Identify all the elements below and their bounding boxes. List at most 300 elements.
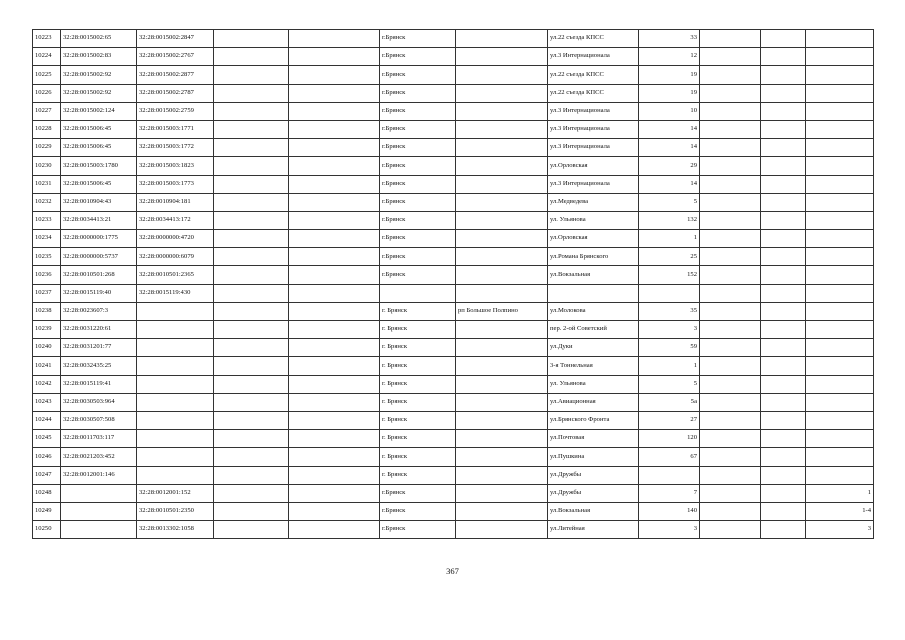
- table-cell: 7: [639, 484, 700, 502]
- table-cell: ул.Вокзальная: [548, 266, 639, 284]
- table-cell: г.Брянск: [380, 484, 456, 502]
- table-cell: [289, 321, 380, 339]
- table-cell: [761, 248, 806, 266]
- table-cell: [214, 175, 289, 193]
- table-cell: [137, 375, 214, 393]
- table-cell: 3-я Тоннельная: [548, 357, 639, 375]
- table-cell: [700, 393, 761, 411]
- table-cell: г. Брянск: [380, 357, 456, 375]
- table-cell: [806, 66, 874, 84]
- table-cell: [761, 484, 806, 502]
- table-cell: 5: [639, 193, 700, 211]
- table-cell: [289, 175, 380, 193]
- table-cell: [806, 102, 874, 120]
- table-cell: г.Брянск: [380, 66, 456, 84]
- table-cell: 1: [639, 357, 700, 375]
- table-cell: [214, 448, 289, 466]
- table-cell: [700, 120, 761, 138]
- table-cell: [456, 84, 548, 102]
- table-cell: [806, 375, 874, 393]
- table-row: [33, 248, 874, 266]
- table-row: [33, 339, 874, 357]
- table-cell: [761, 430, 806, 448]
- table-cell: [761, 375, 806, 393]
- table-cell: 10233: [33, 211, 61, 229]
- table-row: [33, 266, 874, 284]
- table-cell: ул.3 Интернационала: [548, 139, 639, 157]
- table-cell: 32:28:0015002:2877: [137, 66, 214, 84]
- table-cell: г. Брянск: [380, 321, 456, 339]
- table-cell: [456, 393, 548, 411]
- table-cell: 32:28:0034413:21: [61, 211, 137, 229]
- table-cell: [761, 466, 806, 484]
- table-cell: 1: [639, 230, 700, 248]
- table-cell: [137, 466, 214, 484]
- table-row: [33, 393, 874, 411]
- table-cell: 32:28:0015003:1773: [137, 175, 214, 193]
- table-cell: 10227: [33, 102, 61, 120]
- table-cell: [137, 393, 214, 411]
- table-cell: г. Брянск: [380, 302, 456, 320]
- table-cell: г.Брянск: [380, 102, 456, 120]
- table-cell: [456, 321, 548, 339]
- table-cell: [456, 211, 548, 229]
- table-cell: [214, 321, 289, 339]
- table-cell: 32:28:0011703:117: [61, 430, 137, 448]
- table-cell: [806, 411, 874, 429]
- table-cell: 14: [639, 120, 700, 138]
- table-cell: [700, 211, 761, 229]
- table-cell: [289, 339, 380, 357]
- table-cell: г.Брянск: [380, 502, 456, 520]
- table-cell: [456, 193, 548, 211]
- table-cell: [761, 411, 806, 429]
- table-cell: 32:28:0015006:45: [61, 139, 137, 157]
- table-cell: [700, 302, 761, 320]
- table-cell: [456, 375, 548, 393]
- table-cell: [456, 357, 548, 375]
- table-row: [33, 66, 874, 84]
- table-cell: 67: [639, 448, 700, 466]
- table-cell: [806, 284, 874, 302]
- table-cell: 35: [639, 302, 700, 320]
- table-cell: 19: [639, 66, 700, 84]
- table-cell: 32:28:0015002:2767: [137, 48, 214, 66]
- table-cell: г. Брянск: [380, 448, 456, 466]
- table-cell: ул.22 съезда КПСС: [548, 30, 639, 48]
- table-row: [33, 375, 874, 393]
- table-cell: [700, 466, 761, 484]
- table-row: [33, 521, 874, 539]
- table-cell: 32:28:0012001:152: [137, 484, 214, 502]
- table-cell: ул.Авиационная: [548, 393, 639, 411]
- table-cell: 32:28:0015006:45: [61, 175, 137, 193]
- table-cell: 10224: [33, 48, 61, 66]
- table-cell: [806, 48, 874, 66]
- table-cell: г. Брянск: [380, 339, 456, 357]
- table-cell: г.Брянск: [380, 230, 456, 248]
- table-cell: 32:28:0010904:181: [137, 193, 214, 211]
- table-cell: [806, 393, 874, 411]
- table-cell: [289, 266, 380, 284]
- table-cell: [761, 139, 806, 157]
- table-cell: [289, 521, 380, 539]
- table-cell: [700, 339, 761, 357]
- table-cell: ул.Романа Брянского: [548, 248, 639, 266]
- table-cell: [289, 375, 380, 393]
- table-cell: [289, 84, 380, 102]
- table-cell: [700, 248, 761, 266]
- table-row: [33, 211, 874, 229]
- table-cell: [761, 266, 806, 284]
- table-cell: [289, 466, 380, 484]
- table-cell: г. Брянск: [380, 411, 456, 429]
- table-cell: ул.Орловская: [548, 230, 639, 248]
- table-cell: [806, 157, 874, 175]
- table-cell: [761, 448, 806, 466]
- table-cell: [289, 393, 380, 411]
- table-cell: [806, 120, 874, 138]
- table-cell: 10229: [33, 139, 61, 157]
- table-cell: [289, 411, 380, 429]
- table-cell: [456, 411, 548, 429]
- table-row: [33, 411, 874, 429]
- table-cell: 32:28:0000000:5737: [61, 248, 137, 266]
- table-cell: [137, 357, 214, 375]
- table-cell: 10236: [33, 266, 61, 284]
- table-cell: 10241: [33, 357, 61, 375]
- table-cell: 32:28:0015119:430: [137, 284, 214, 302]
- table-cell: 14: [639, 175, 700, 193]
- table-cell: [214, 393, 289, 411]
- table-row: [33, 484, 874, 502]
- table-cell: [761, 175, 806, 193]
- table-cell: ул.Вокзальная: [548, 502, 639, 520]
- table-cell: 10226: [33, 84, 61, 102]
- table-cell: [214, 211, 289, 229]
- table-cell: [639, 466, 700, 484]
- table-cell: [806, 321, 874, 339]
- table-row: [33, 466, 874, 484]
- table-cell: 32:28:0021203:452: [61, 448, 137, 466]
- table-row: [33, 84, 874, 102]
- table-cell: [456, 466, 548, 484]
- table-cell: [137, 430, 214, 448]
- table-cell: ул.3 Интернационала: [548, 102, 639, 120]
- table-cell: ул.22 съезда КПСС: [548, 66, 639, 84]
- table-cell: [761, 48, 806, 66]
- table-cell: [456, 502, 548, 520]
- register-sheet: [32, 29, 873, 539]
- table-cell: 32:28:0010501:2350: [137, 502, 214, 520]
- table-cell: ул.3 Интернационала: [548, 120, 639, 138]
- table-cell: [214, 102, 289, 120]
- table-row: [33, 302, 874, 320]
- table-cell: [214, 266, 289, 284]
- table-cell: [806, 248, 874, 266]
- table-cell: [214, 48, 289, 66]
- table-cell: [456, 48, 548, 66]
- table-row: [33, 30, 874, 48]
- table-cell: [700, 284, 761, 302]
- table-cell: [761, 30, 806, 48]
- table-cell: 140: [639, 502, 700, 520]
- table-cell: г.Брянск: [380, 211, 456, 229]
- table-cell: 10246: [33, 448, 61, 466]
- table-cell: [289, 230, 380, 248]
- table-cell: [214, 521, 289, 539]
- table-cell: 32:28:0015002:2759: [137, 102, 214, 120]
- table-cell: [456, 30, 548, 48]
- table-cell: 10225: [33, 66, 61, 84]
- table-cell: 10234: [33, 230, 61, 248]
- table-cell: [761, 521, 806, 539]
- table-cell: [214, 339, 289, 357]
- table-cell: 152: [639, 266, 700, 284]
- table-row: [33, 230, 874, 248]
- table-cell: [806, 266, 874, 284]
- table-cell: 32:28:0015002:124: [61, 102, 137, 120]
- table-cell: [700, 521, 761, 539]
- table-cell: [214, 502, 289, 520]
- table-cell: [289, 211, 380, 229]
- table-cell: 10244: [33, 411, 61, 429]
- table-cell: 32:28:0030503:964: [61, 393, 137, 411]
- table-cell: 3: [639, 521, 700, 539]
- table-cell: [806, 302, 874, 320]
- table-cell: [700, 375, 761, 393]
- table-cell: ул.Медведева: [548, 193, 639, 211]
- table-cell: ул.Литейная: [548, 521, 639, 539]
- table-cell: [214, 157, 289, 175]
- table-cell: [806, 139, 874, 157]
- table-cell: 32:28:0032435:25: [61, 357, 137, 375]
- table-cell: [289, 357, 380, 375]
- table-cell: [806, 211, 874, 229]
- table-cell: [761, 302, 806, 320]
- table-cell: [456, 266, 548, 284]
- table-cell: 10238: [33, 302, 61, 320]
- table-cell: ул.Брянского Фронта: [548, 411, 639, 429]
- table-cell: г.Брянск: [380, 266, 456, 284]
- table-cell: [456, 157, 548, 175]
- table-cell: [456, 448, 548, 466]
- table-cell: 32:28:0015002:83: [61, 48, 137, 66]
- table-cell: 25: [639, 248, 700, 266]
- table-row: [33, 193, 874, 211]
- table-cell: [214, 375, 289, 393]
- table-cell: 10230: [33, 157, 61, 175]
- table-cell: 5а: [639, 393, 700, 411]
- table-cell: [456, 230, 548, 248]
- table-cell: [700, 448, 761, 466]
- table-cell: 32:28:0015002:92: [61, 66, 137, 84]
- table-cell: [700, 193, 761, 211]
- table-row: [33, 139, 874, 157]
- table-cell: г.Брянск: [380, 157, 456, 175]
- table-cell: [761, 193, 806, 211]
- table-cell: [137, 411, 214, 429]
- table-cell: 32:28:0000000:6079: [137, 248, 214, 266]
- table-cell: 32:28:0030507:508: [61, 411, 137, 429]
- table-cell: 32:28:0015119:41: [61, 375, 137, 393]
- table-cell: ул.Пушкина: [548, 448, 639, 466]
- table-cell: 32:28:0034413:172: [137, 211, 214, 229]
- table-cell: ул.3 Интернационала: [548, 175, 639, 193]
- table-cell: [289, 448, 380, 466]
- table-cell: [806, 430, 874, 448]
- table-cell: 32:28:0015002:92: [61, 84, 137, 102]
- table-cell: пер. 2-ой Советский: [548, 321, 639, 339]
- table-cell: 32:28:0012001:146: [61, 466, 137, 484]
- table-cell: [456, 339, 548, 357]
- table-row: [33, 48, 874, 66]
- table-cell: 1-4: [806, 502, 874, 520]
- table-row: [33, 502, 874, 520]
- table-cell: ул.Орловская: [548, 157, 639, 175]
- table-cell: [137, 448, 214, 466]
- register-table: [32, 29, 874, 539]
- table-cell: 27: [639, 411, 700, 429]
- table-cell: [214, 357, 289, 375]
- table-cell: ул.Дружбы: [548, 466, 639, 484]
- table-cell: [700, 139, 761, 157]
- table-cell: г.Брянск: [380, 84, 456, 102]
- table-cell: г.Брянск: [380, 193, 456, 211]
- table-cell: [761, 66, 806, 84]
- table-cell: [806, 84, 874, 102]
- table-cell: ул.22 съезда КПСС: [548, 84, 639, 102]
- table-cell: 10240: [33, 339, 61, 357]
- table-cell: [456, 66, 548, 84]
- table-row: [33, 448, 874, 466]
- table-cell: 10245: [33, 430, 61, 448]
- table-cell: [214, 230, 289, 248]
- table-cell: 59: [639, 339, 700, 357]
- table-cell: ул.Дружбы: [548, 484, 639, 502]
- table-cell: [761, 157, 806, 175]
- table-cell: [806, 357, 874, 375]
- table-cell: 32:28:0010501:268: [61, 266, 137, 284]
- table-cell: г.Брянск: [380, 48, 456, 66]
- table-cell: ул. Ульянова: [548, 211, 639, 229]
- table-cell: 32:28:0010501:2365: [137, 266, 214, 284]
- table-cell: [700, 84, 761, 102]
- table-cell: [214, 466, 289, 484]
- table-cell: [639, 284, 700, 302]
- table-cell: [548, 284, 639, 302]
- table-cell: 32:28:0015119:40: [61, 284, 137, 302]
- table-cell: [761, 284, 806, 302]
- table-cell: [214, 284, 289, 302]
- table-cell: г. Брянск: [380, 466, 456, 484]
- table-cell: 32:28:0031201:77: [61, 339, 137, 357]
- table-cell: 32:28:0015002:2847: [137, 30, 214, 48]
- table-cell: [700, 502, 761, 520]
- table-row: [33, 157, 874, 175]
- table-cell: [289, 248, 380, 266]
- table-cell: 10242: [33, 375, 61, 393]
- table-cell: [700, 266, 761, 284]
- table-cell: 32:28:0015003:1772: [137, 139, 214, 157]
- table-cell: [761, 102, 806, 120]
- table-row: [33, 357, 874, 375]
- table-cell: 10235: [33, 248, 61, 266]
- table-cell: 32:28:0015002:65: [61, 30, 137, 48]
- table-cell: ул.Дуки: [548, 339, 639, 357]
- table-cell: 14: [639, 139, 700, 157]
- table-cell: 3: [806, 521, 874, 539]
- table-cell: [700, 175, 761, 193]
- table-cell: 10: [639, 102, 700, 120]
- table-cell: [700, 321, 761, 339]
- table-cell: [289, 502, 380, 520]
- table-cell: [700, 30, 761, 48]
- table-row: [33, 175, 874, 193]
- table-cell: 32:28:0015003:1771: [137, 120, 214, 138]
- table-cell: 10228: [33, 120, 61, 138]
- table-cell: [761, 339, 806, 357]
- table-cell: 132: [639, 211, 700, 229]
- table-cell: [806, 230, 874, 248]
- table-cell: 33: [639, 30, 700, 48]
- table-cell: [806, 30, 874, 48]
- table-cell: 5: [639, 375, 700, 393]
- table-cell: [214, 302, 289, 320]
- table-cell: [761, 321, 806, 339]
- table-cell: [137, 339, 214, 357]
- table-cell: 10243: [33, 393, 61, 411]
- table-cell: [806, 339, 874, 357]
- table-cell: [700, 411, 761, 429]
- table-cell: 10248: [33, 484, 61, 502]
- table-cell: [456, 139, 548, 157]
- table-cell: 32:28:0015003:1780: [61, 157, 137, 175]
- table-cell: [806, 175, 874, 193]
- table-cell: [214, 248, 289, 266]
- table-cell: [700, 430, 761, 448]
- table-cell: ул.3 Интернационала: [548, 48, 639, 66]
- table-cell: [214, 84, 289, 102]
- table-cell: г. Брянск: [380, 375, 456, 393]
- page-number: 367: [446, 566, 459, 576]
- table-cell: [289, 193, 380, 211]
- table-cell: 12: [639, 48, 700, 66]
- table-cell: [700, 230, 761, 248]
- table-cell: г.Брянск: [380, 120, 456, 138]
- table-cell: [214, 30, 289, 48]
- table-cell: [700, 48, 761, 66]
- table-cell: [137, 302, 214, 320]
- table-cell: г. Брянск: [380, 430, 456, 448]
- table-cell: [700, 484, 761, 502]
- table-cell: [806, 448, 874, 466]
- table-cell: [214, 66, 289, 84]
- table-cell: [61, 484, 137, 502]
- table-cell: [761, 230, 806, 248]
- table-cell: [456, 521, 548, 539]
- table-cell: ул.Почтовая: [548, 430, 639, 448]
- table-body: [33, 30, 874, 539]
- table-cell: [806, 466, 874, 484]
- table-row: [33, 284, 874, 302]
- table-cell: [289, 48, 380, 66]
- table-cell: [456, 430, 548, 448]
- table-cell: 10250: [33, 521, 61, 539]
- table-cell: [700, 102, 761, 120]
- table-cell: [289, 484, 380, 502]
- table-cell: [456, 484, 548, 502]
